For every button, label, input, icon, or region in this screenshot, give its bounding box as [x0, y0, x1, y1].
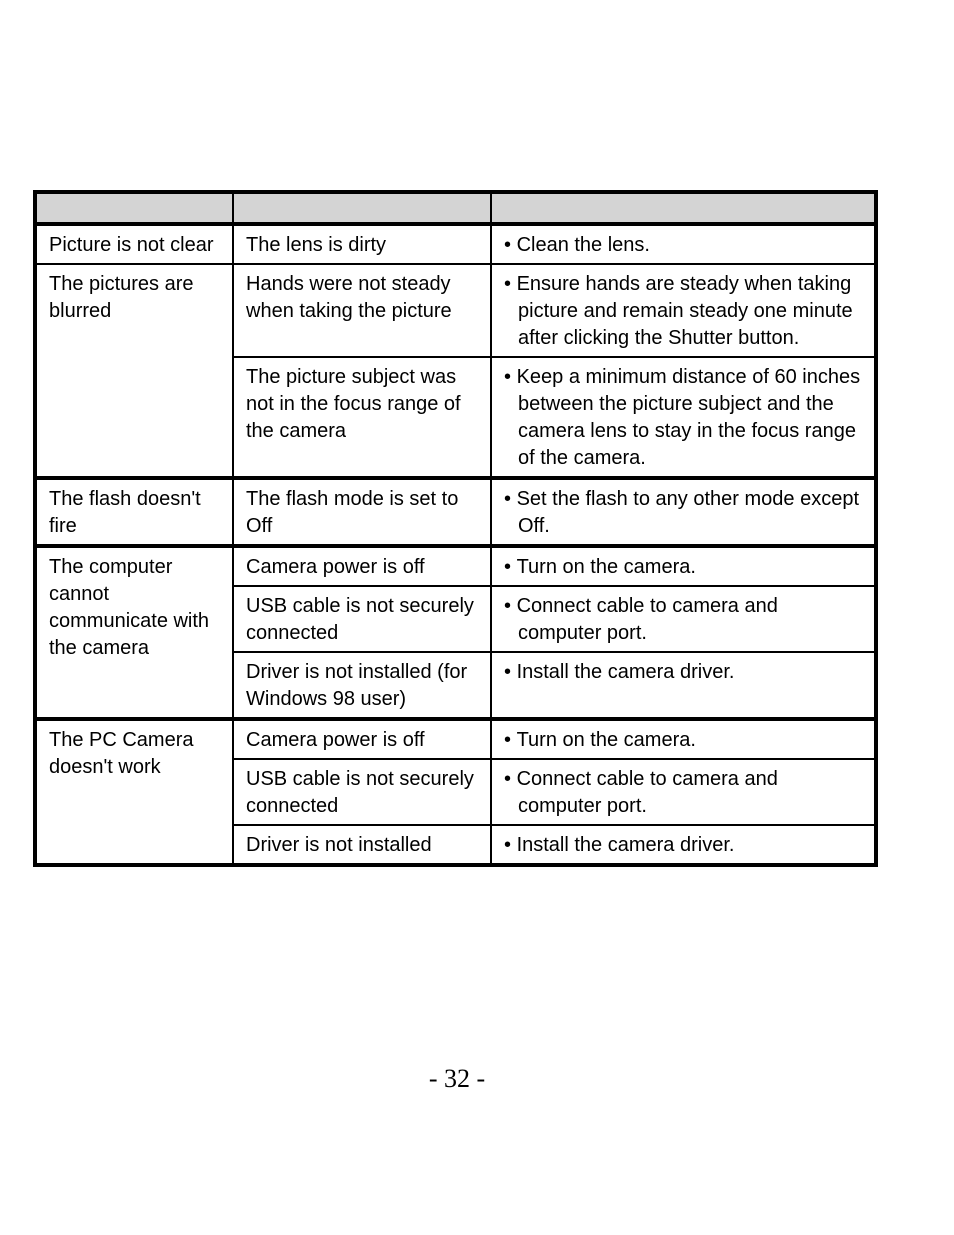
cause-cell: The picture subject was not in the focus range of the camera	[233, 357, 491, 478]
table-header-row	[35, 192, 876, 224]
solution-text: • Turn on the camera.	[504, 554, 866, 581]
solution-cell	[491, 357, 876, 478]
cause-cell: Driver is not installed (for Windows 98 user)	[233, 652, 491, 719]
solution-cell	[491, 224, 876, 264]
solution-cell	[491, 652, 876, 719]
solution-text: • Turn on the camera.	[504, 727, 866, 754]
cause-cell: The flash mode is set to Off	[233, 478, 491, 546]
solution-text: • Install the camera driver.	[504, 832, 866, 859]
symptom-cell: Picture is not clear	[35, 224, 233, 264]
page-number: - 32 -	[428, 1064, 486, 1093]
solution-cell	[491, 759, 876, 825]
header-cell-solution	[491, 192, 876, 224]
header-cell-cause	[233, 192, 491, 224]
symptom-cell: The computer cannot communicate with the camera	[35, 546, 233, 719]
symptom-cell: The flash doesn't fire	[35, 478, 233, 546]
cause-cell: Driver is not installed	[233, 825, 491, 865]
table-row	[35, 224, 876, 264]
solution-text: • Keep a minimum distance of 60 inches between the picture subject and the camera lens to stay in the focus range of the camera.	[504, 364, 866, 472]
table-row	[35, 264, 876, 357]
cause-cell: Camera power is off	[233, 546, 491, 586]
solution-text: • Connect cable to camera and computer port.	[504, 766, 866, 820]
solution-cell	[491, 586, 876, 652]
symptom-cell: The pictures are blurred	[35, 264, 233, 478]
cause-cell: USB cable is not securely connected	[233, 586, 491, 652]
solution-cell	[491, 264, 876, 357]
solution-text: • Clean the lens.	[504, 232, 866, 259]
solution-text: • Set the flash to any other mode except Off.	[504, 486, 866, 540]
cause-cell: Camera power is off	[233, 719, 491, 759]
solution-cell	[491, 546, 876, 586]
cause-cell: USB cable is not securely connected	[233, 759, 491, 825]
table-row	[35, 478, 876, 546]
solution-text: • Connect cable to camera and computer port.	[504, 593, 866, 647]
table-row	[35, 719, 876, 759]
troubleshooting-table	[33, 190, 878, 867]
cause-cell: The lens is dirty	[233, 224, 491, 264]
solution-text: • Install the camera driver.	[504, 659, 866, 686]
solution-text: • Ensure hands are steady when taking picture and remain steady one minute after clicking the Shutter button.	[504, 271, 866, 352]
table-row	[35, 546, 876, 586]
solution-cell	[491, 825, 876, 865]
header-cell-problem	[35, 192, 233, 224]
solution-cell	[491, 719, 876, 759]
cause-cell: Hands were not steady when taking the picture	[233, 264, 491, 357]
symptom-cell: The PC Camera doesn't work	[35, 719, 233, 865]
solution-cell	[491, 478, 876, 546]
